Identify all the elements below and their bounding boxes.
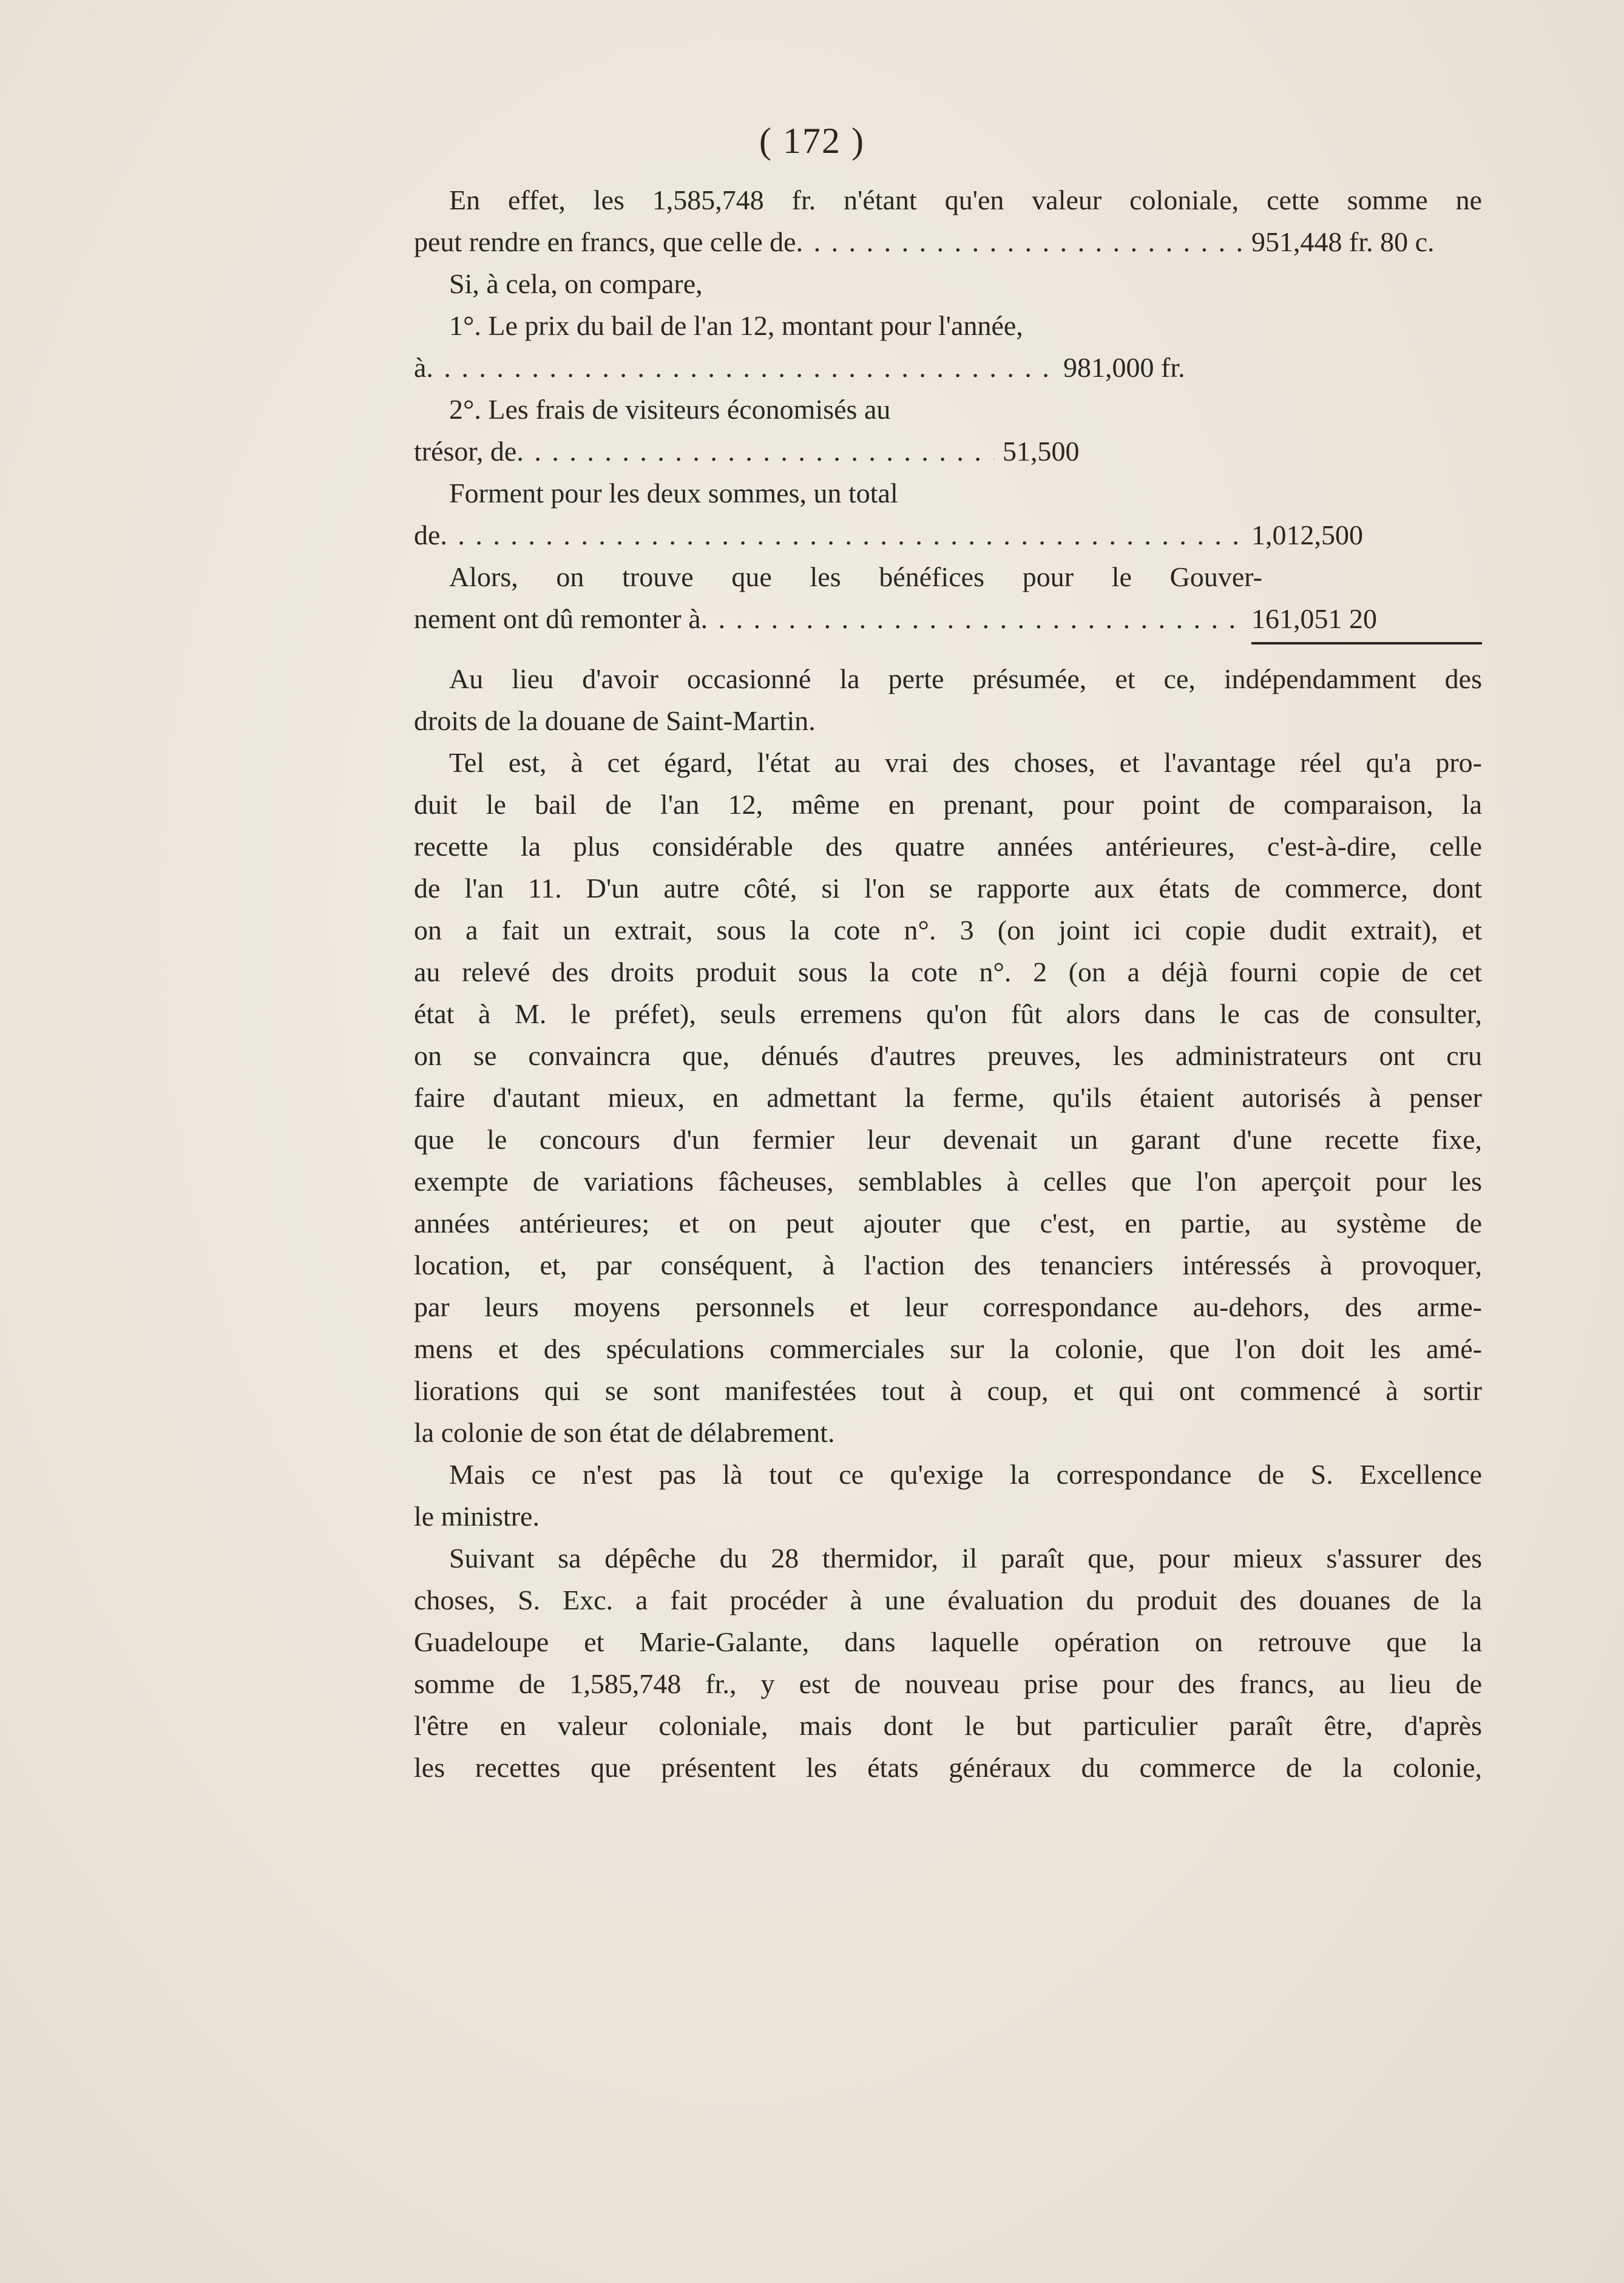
text-line: droits de la douane de Saint-Martin.: [414, 705, 816, 736]
dot-leader: [701, 598, 1243, 640]
ledger-label: peut rendre en francs, que celle de: [414, 226, 796, 257]
text-line: de l'an 11. D'un autre côté, si l'on se rapporte aux états de commerce, dont: [414, 873, 1482, 904]
text-line: que le concours d'un fermier leur devenait un garant d'une recette fixe,: [414, 1124, 1482, 1155]
ledger-line: [414, 347, 1227, 388]
text-line: En effet, les 1,585,748 fr. n'étant qu'en valeur coloniale, cette somme ne: [449, 184, 1482, 215]
dot-leader: [796, 221, 1243, 263]
text-line: la colonie de son état de délabrement.: [414, 1417, 835, 1448]
text-line: on a fait un extrait, sous la cote n°. 3 (on joint ici copie dudit extrait), et: [414, 915, 1482, 945]
text-line: Si, à cela, on compare,: [449, 268, 703, 299]
text-line: faire d'autant mieux, en admettant la ferme, qu'ils étaient autorisés à penser: [414, 1082, 1482, 1113]
text-line: duit le bail de l'an 12, même en prenant, pour point de comparaison, la: [414, 789, 1482, 820]
body-text: [414, 179, 1482, 1788]
ledger-label: trésor, de: [414, 436, 517, 467]
text-line: le ministre.: [414, 1501, 540, 1532]
text-line: par leurs moyens personnels et leur correspondance au-dehors, des arme-: [414, 1291, 1482, 1322]
text-line: 2°. Les frais de visiteurs économisés au: [449, 394, 891, 425]
text-line: l'être en valeur coloniale, mais dont le but particulier paraît être, d'après: [414, 1710, 1482, 1741]
text-line: somme de 1,585,748 fr., y est de nouveau prise pour des francs, au lieu de: [414, 1668, 1482, 1699]
text-line: Guadeloupe et Marie-Galante, dans laquelle opération on retrouve que la: [414, 1626, 1482, 1657]
dot-leader: [440, 514, 1243, 556]
ledger-line: [414, 430, 1166, 472]
text-line: Forment pour les deux sommes, un total: [449, 478, 898, 509]
text-line: Tel est, à cet égard, l'état au vrai des choses, et l'avantage réel qu'a pro-: [449, 747, 1482, 778]
text-line: Au lieu d'avoir occasionné la perte présumée, et ce, indépendamment des: [449, 663, 1482, 694]
ledger-line: [414, 221, 1482, 263]
dot-leader: [516, 430, 994, 472]
text-line: recette la plus considérable des quatre années antérieures, c'est-à-dire, celle: [414, 831, 1482, 862]
ledger-label: nement ont dû remonter à: [414, 603, 701, 634]
ledger-amount: 51,500: [1003, 436, 1080, 467]
ledger-amount: 981,000 fr.: [1063, 352, 1185, 383]
text-line: liorations qui se sont manifestées tout à coup, et qui ont commencé à sortir: [414, 1375, 1482, 1406]
ledger-line: [414, 514, 1482, 556]
text-line: Mais ce n'est pas là tout ce qu'exige la correspondance de S. Excellence: [449, 1459, 1482, 1490]
text-line: location, et, par conséquent, à l'action des tenanciers intéressés à provoquer,: [414, 1250, 1482, 1280]
page-number: ( 172 ): [759, 121, 865, 161]
text-line: mens et des spéculations commerciales sur la colonie, que l'on doit les amé-: [414, 1333, 1482, 1364]
ledger-amount: 951,448 fr. 80 c.: [1251, 226, 1435, 257]
text-line: choses, S. Exc. a fait procéder à une évaluation du produit des douanes de la: [414, 1585, 1482, 1615]
text-line: on se convaincra que, dénués d'autres preuves, les administrateurs ont cru: [414, 1040, 1482, 1071]
text-line: Suivant sa dépêche du 28 thermidor, il paraît que, pour mieux s'assurer des: [449, 1543, 1482, 1574]
ledger-amount: 161,051 20: [1251, 603, 1377, 634]
text-line: années antérieures; et on peut ajouter que c'est, en partie, au système de: [414, 1208, 1482, 1239]
total-rule: [414, 640, 1482, 658]
text-line: exempte de variations fâcheuses, semblables à celles que l'on aperçoit pour les: [414, 1166, 1482, 1197]
text-line: au relevé des droits produit sous la cote n°. 2 (on a déjà fourni copie de cet: [414, 956, 1482, 987]
text-line: les recettes que présentent les états généraux du commerce de la colonie,: [414, 1752, 1482, 1783]
dot-leader: [426, 347, 1055, 388]
ledger-line: [414, 598, 1482, 640]
text-line: 1°. Le prix du bail de l'an 12, montant pour l'année,: [449, 310, 1023, 341]
ledger-amount: 1,012,500: [1251, 519, 1363, 550]
ledger-label: de: [414, 519, 441, 550]
ledger-label: à: [414, 352, 427, 383]
text-line: état à M. le préfet), seuls erremens qu'on fût alors dans le cas de consulter,: [414, 998, 1482, 1029]
text-line: Alors, on trouve que les bénéfices pour le Gouver-: [449, 561, 1262, 592]
